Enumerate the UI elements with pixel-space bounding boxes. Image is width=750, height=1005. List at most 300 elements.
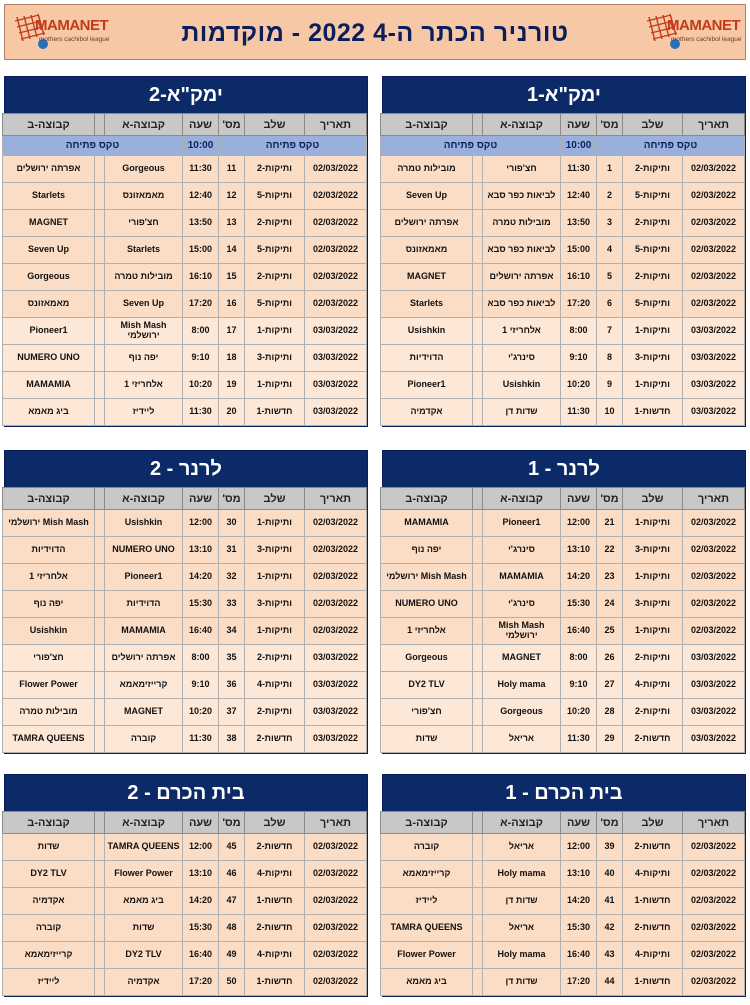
team-a: אריאל — [483, 726, 561, 753]
match-stage: ותיקות-5 — [623, 237, 683, 264]
gap-cell — [95, 291, 105, 318]
match-number: 43 — [597, 942, 623, 969]
match-date: 02/03/2022 — [683, 537, 745, 564]
match-stage: ותיקות-3 — [245, 345, 305, 372]
match-date: 02/03/2022 — [305, 183, 367, 210]
match-stage: ותיקות-3 — [623, 591, 683, 618]
team-a: Pioneer1 — [483, 510, 561, 537]
match-time: 17:20 — [183, 969, 219, 996]
gap-cell — [473, 672, 483, 699]
match-date: 03/03/2022 — [305, 318, 367, 345]
team-b: NUMERO UNO — [3, 345, 95, 372]
match-row — [3, 834, 367, 861]
gap-cell — [473, 183, 483, 210]
gap-cell — [473, 888, 483, 915]
team-b: Flower Power — [381, 942, 473, 969]
match-stage: חדשות-2 — [623, 834, 683, 861]
match-number: 34 — [219, 618, 245, 645]
col-team-a-header: קבוצה-א — [105, 812, 183, 834]
gap-cell — [473, 618, 483, 645]
block-title: לרנר - 1 — [383, 451, 745, 487]
match-number: 23 — [597, 564, 623, 591]
gap-cell — [473, 726, 483, 753]
opening-label: טקס פתיחה — [381, 136, 561, 156]
team-b: הדוידיות — [381, 345, 473, 372]
match-number: 28 — [597, 699, 623, 726]
team-a: מובילות טמרה — [105, 264, 183, 291]
team-a: קרייזימאמא — [105, 672, 183, 699]
col-stage-header: שלב — [245, 812, 305, 834]
team-a: יפה נוף — [105, 345, 183, 372]
match-time: 14:20 — [183, 564, 219, 591]
team-b: קוברה — [381, 834, 473, 861]
match-time: 15:30 — [561, 591, 597, 618]
col-gap-header — [473, 812, 483, 834]
match-time: 14:20 — [183, 888, 219, 915]
match-number: 14 — [219, 237, 245, 264]
team-a: שדות — [105, 915, 183, 942]
match-row — [3, 345, 367, 372]
match-row — [3, 237, 367, 264]
match-stage: ותיקות-4 — [245, 942, 305, 969]
col-num-header: מס' — [219, 488, 245, 510]
gap-cell — [473, 210, 483, 237]
team-a: אפרתה ירושלים — [105, 645, 183, 672]
team-a: מובילות טמרה — [483, 210, 561, 237]
team-a: MAGNET — [483, 645, 561, 672]
team-a: Holy mama — [483, 861, 561, 888]
match-row — [381, 969, 745, 996]
team-b: ביג מאמא — [3, 399, 95, 426]
match-stage: ותיקות-1 — [245, 372, 305, 399]
match-row — [381, 345, 745, 372]
team-a: אריאל — [483, 834, 561, 861]
match-number: 8 — [597, 345, 623, 372]
team-b: TAMRA QUEENS — [3, 726, 95, 753]
match-stage: חדשות-2 — [245, 834, 305, 861]
match-number: 12 — [219, 183, 245, 210]
col-team-b-header: קבוצה-ב — [3, 488, 95, 510]
col-team-a-header: קבוצה-א — [105, 488, 183, 510]
match-number: 20 — [219, 399, 245, 426]
match-date: 02/03/2022 — [305, 237, 367, 264]
match-date: 03/03/2022 — [683, 726, 745, 753]
match-date: 03/03/2022 — [305, 699, 367, 726]
block-title: בית הכרם - 2 — [5, 775, 367, 811]
match-stage: ותיקות-1 — [245, 510, 305, 537]
col-team-a-header: קבוצה-א — [483, 812, 561, 834]
col-time-header: שעה — [183, 488, 219, 510]
col-stage-header: שלב — [623, 488, 683, 510]
match-time: 10:20 — [561, 699, 597, 726]
col-date-header: תאריך — [683, 114, 745, 136]
match-number: 25 — [597, 618, 623, 645]
col-team-a-header: קבוצה-א — [483, 488, 561, 510]
match-time: 11:30 — [561, 156, 597, 183]
match-date: 03/03/2022 — [683, 318, 745, 345]
match-date: 03/03/2022 — [305, 399, 367, 426]
gap-cell — [95, 672, 105, 699]
match-row — [381, 183, 745, 210]
team-a: Seven Up — [105, 291, 183, 318]
team-a: Mish Mash ירושלמי — [483, 618, 561, 645]
gap-cell — [95, 183, 105, 210]
match-number: 50 — [219, 969, 245, 996]
match-number: 49 — [219, 942, 245, 969]
match-time: 9:10 — [561, 672, 597, 699]
match-stage: ותיקות-1 — [623, 318, 683, 345]
team-a: חצ'פורי — [105, 210, 183, 237]
match-row — [381, 237, 745, 264]
team-a: חצ'פורי — [483, 156, 561, 183]
match-time: 17:20 — [561, 291, 597, 318]
team-a: אלחריזי 1 — [105, 372, 183, 399]
match-date: 02/03/2022 — [305, 510, 367, 537]
col-date-header: תאריך — [305, 812, 367, 834]
team-b: Flower Power — [3, 672, 95, 699]
team-b: אפרתה ירושלים — [381, 210, 473, 237]
match-row — [381, 210, 745, 237]
team-a: לביאות כפר סבא — [483, 237, 561, 264]
gap-cell — [95, 969, 105, 996]
team-b: NUMERO UNO — [381, 591, 473, 618]
schedule-table — [380, 487, 745, 753]
team-b: MAGNET — [381, 264, 473, 291]
team-b: Usishkin — [3, 618, 95, 645]
team-a: Holy mama — [483, 672, 561, 699]
match-time: 12:00 — [561, 834, 597, 861]
match-number: 29 — [597, 726, 623, 753]
gap-cell — [95, 726, 105, 753]
match-time: 11:30 — [561, 726, 597, 753]
match-number: 27 — [597, 672, 623, 699]
gap-cell — [95, 699, 105, 726]
team-b: MAGNET — [3, 210, 95, 237]
match-stage: ותיקות-2 — [245, 699, 305, 726]
col-date-header: תאריך — [683, 812, 745, 834]
match-date: 03/03/2022 — [305, 645, 367, 672]
team-a: אריאל — [483, 915, 561, 942]
team-a: Gorgeous — [105, 156, 183, 183]
gap-cell — [95, 861, 105, 888]
opening-label: טקס פתיחה — [3, 136, 183, 156]
match-row — [3, 183, 367, 210]
match-time: 13:10 — [183, 537, 219, 564]
match-number: 32 — [219, 564, 245, 591]
team-a: סינרג'י — [483, 345, 561, 372]
match-number: 7 — [597, 318, 623, 345]
team-b: אלחריזי 1 — [381, 618, 473, 645]
match-row — [381, 564, 745, 591]
match-stage: ותיקות-2 — [623, 210, 683, 237]
match-date: 03/03/2022 — [683, 372, 745, 399]
team-b: Usishkin — [381, 318, 473, 345]
match-row — [3, 699, 367, 726]
match-row — [3, 291, 367, 318]
match-time: 12:00 — [561, 510, 597, 537]
col-stage-header: שלב — [623, 812, 683, 834]
match-time: 9:10 — [183, 345, 219, 372]
gap-cell — [95, 645, 105, 672]
match-stage: ותיקות-2 — [245, 264, 305, 291]
match-time: 17:20 — [561, 969, 597, 996]
match-time: 9:10 — [561, 345, 597, 372]
gap-cell — [473, 537, 483, 564]
match-time: 13:10 — [561, 861, 597, 888]
team-b: אקדמיה — [381, 399, 473, 426]
match-stage: ותיקות-5 — [623, 291, 683, 318]
schedule-block-beit-hakerem-1 — [382, 774, 746, 997]
match-stage: ותיקות-1 — [245, 564, 305, 591]
team-a: MAMAMIA — [483, 564, 561, 591]
match-time: 8:00 — [183, 645, 219, 672]
mamanet-logo — [645, 11, 742, 55]
match-row — [3, 564, 367, 591]
opening-ceremony-row — [381, 136, 745, 156]
match-stage: ותיקות-1 — [245, 318, 305, 345]
match-stage: ותיקות-1 — [623, 618, 683, 645]
schedule-block-lerner-1 — [382, 450, 746, 754]
gap-cell — [95, 237, 105, 264]
match-number: 44 — [597, 969, 623, 996]
team-a: אפרתה ירושלים — [483, 264, 561, 291]
block-title: לרנר - 2 — [5, 451, 367, 487]
match-row — [381, 861, 745, 888]
match-row — [3, 969, 367, 996]
team-b: DY2 TLV — [381, 672, 473, 699]
match-time: 16:40 — [561, 942, 597, 969]
match-number: 13 — [219, 210, 245, 237]
match-number: 41 — [597, 888, 623, 915]
team-a: לביאות כפר סבא — [483, 291, 561, 318]
schedule-table — [2, 113, 367, 426]
col-gap-header — [95, 488, 105, 510]
match-date: 02/03/2022 — [683, 591, 745, 618]
match-time: 16:40 — [183, 618, 219, 645]
match-date: 02/03/2022 — [305, 834, 367, 861]
match-time: 13:10 — [561, 537, 597, 564]
gap-cell — [95, 564, 105, 591]
col-team-a-header: קבוצה-א — [105, 114, 183, 136]
match-number: 4 — [597, 237, 623, 264]
team-b: קוברה — [3, 915, 95, 942]
match-time: 14:20 — [561, 564, 597, 591]
team-b: ביג מאמא — [381, 969, 473, 996]
match-number: 45 — [219, 834, 245, 861]
team-a: קוברה — [105, 726, 183, 753]
gap-cell — [473, 318, 483, 345]
match-row — [3, 156, 367, 183]
match-date: 02/03/2022 — [683, 942, 745, 969]
team-a: Holy mama — [483, 942, 561, 969]
schedule-table — [380, 113, 745, 426]
match-row — [381, 156, 745, 183]
match-number: 33 — [219, 591, 245, 618]
match-date: 02/03/2022 — [305, 264, 367, 291]
match-stage: ותיקות-2 — [623, 699, 683, 726]
match-date: 02/03/2022 — [683, 291, 745, 318]
match-date: 02/03/2022 — [683, 834, 745, 861]
gap-cell — [95, 510, 105, 537]
col-date-header: תאריך — [305, 114, 367, 136]
match-time: 16:10 — [183, 264, 219, 291]
col-time-header: שעה — [183, 114, 219, 136]
match-number: 10 — [597, 399, 623, 426]
team-a: שדות דן — [483, 969, 561, 996]
match-date: 02/03/2022 — [305, 537, 367, 564]
match-number: 24 — [597, 591, 623, 618]
match-time: 14:20 — [561, 888, 597, 915]
match-stage: ותיקות-4 — [245, 672, 305, 699]
match-date: 03/03/2022 — [683, 672, 745, 699]
match-stage: חדשות-1 — [623, 399, 683, 426]
col-num-header: מס' — [219, 812, 245, 834]
opening-time: 10:00 — [561, 136, 597, 156]
table-header-row — [3, 114, 367, 136]
col-stage-header: שלב — [623, 114, 683, 136]
schedule-table — [2, 811, 367, 996]
schedule-block-lerner-2 — [4, 450, 368, 754]
team-a: מאמאזונס — [105, 183, 183, 210]
match-stage: חדשות-1 — [245, 969, 305, 996]
team-b: חצ'פורי — [381, 699, 473, 726]
match-stage: ותיקות-4 — [245, 861, 305, 888]
match-stage: ותיקות-5 — [623, 183, 683, 210]
match-date: 02/03/2022 — [305, 564, 367, 591]
gap-cell — [473, 699, 483, 726]
match-number: 9 — [597, 372, 623, 399]
team-b: ליידיז — [3, 969, 95, 996]
col-team-b-header: קבוצה-ב — [3, 114, 95, 136]
match-number: 18 — [219, 345, 245, 372]
match-date: 03/03/2022 — [683, 699, 745, 726]
match-stage: חדשות-2 — [623, 726, 683, 753]
col-date-header: תאריך — [305, 488, 367, 510]
match-stage: ותיקות-4 — [623, 672, 683, 699]
team-a: סינרג'י — [483, 537, 561, 564]
team-b: אלחריזי 1 — [3, 564, 95, 591]
team-b: DY2 TLV — [3, 861, 95, 888]
team-b: הדוידיות — [3, 537, 95, 564]
match-stage: ותיקות-2 — [623, 156, 683, 183]
team-b: TAMRA QUEENS — [381, 915, 473, 942]
team-b: יפה נוף — [381, 537, 473, 564]
match-time: 13:50 — [183, 210, 219, 237]
match-stage: ותיקות-5 — [245, 183, 305, 210]
team-b: שדות — [3, 834, 95, 861]
gap-cell — [473, 564, 483, 591]
match-time: 10:20 — [183, 372, 219, 399]
table-header-row — [3, 812, 367, 834]
gap-cell — [473, 969, 483, 996]
match-time: 13:50 — [561, 210, 597, 237]
match-time: 8:00 — [561, 318, 597, 345]
gap-cell — [473, 510, 483, 537]
match-row — [3, 861, 367, 888]
team-a: Usishkin — [105, 510, 183, 537]
gap-cell — [473, 399, 483, 426]
match-time: 16:10 — [561, 264, 597, 291]
match-number: 39 — [597, 834, 623, 861]
block-title: ימק"א-1 — [383, 77, 745, 113]
gap-cell — [473, 591, 483, 618]
gap-cell — [95, 942, 105, 969]
match-time: 11:30 — [183, 726, 219, 753]
match-row — [3, 591, 367, 618]
col-gap-header — [473, 488, 483, 510]
team-b: MAMAMIA — [3, 372, 95, 399]
match-stage: חדשות-1 — [245, 399, 305, 426]
match-stage: ותיקות-2 — [245, 210, 305, 237]
match-time: 9:10 — [183, 672, 219, 699]
match-row — [381, 537, 745, 564]
team-a: MAGNET — [105, 699, 183, 726]
match-row — [3, 537, 367, 564]
match-date: 02/03/2022 — [305, 915, 367, 942]
match-number: 35 — [219, 645, 245, 672]
match-stage: ותיקות-3 — [623, 537, 683, 564]
team-a: MAMAMIA — [105, 618, 183, 645]
gap-cell — [95, 834, 105, 861]
match-number: 17 — [219, 318, 245, 345]
col-time-header: שעה — [183, 812, 219, 834]
team-b: אפרתה ירושלים — [3, 156, 95, 183]
match-row — [3, 318, 367, 345]
match-date: 02/03/2022 — [305, 618, 367, 645]
match-date: 02/03/2022 — [683, 861, 745, 888]
match-time: 11:30 — [183, 399, 219, 426]
match-number: 16 — [219, 291, 245, 318]
match-row — [3, 618, 367, 645]
match-date: 02/03/2022 — [305, 591, 367, 618]
match-number: 11 — [219, 156, 245, 183]
gap-cell — [95, 915, 105, 942]
match-date: 02/03/2022 — [683, 888, 745, 915]
team-b: קרייזימאמא — [3, 942, 95, 969]
match-time: 13:10 — [183, 861, 219, 888]
team-b: מובילות טמרה — [381, 156, 473, 183]
match-row — [381, 942, 745, 969]
match-stage: ותיקות-1 — [623, 372, 683, 399]
match-stage: ותיקות-4 — [623, 861, 683, 888]
gap-cell — [473, 915, 483, 942]
match-date: 03/03/2022 — [305, 372, 367, 399]
team-a: לביאות כפר סבא — [483, 183, 561, 210]
match-time: 15:30 — [183, 591, 219, 618]
schedule-block-ymca-1 — [382, 76, 746, 427]
team-a: Starlets — [105, 237, 183, 264]
match-number: 15 — [219, 264, 245, 291]
match-number: 46 — [219, 861, 245, 888]
match-stage: ותיקות-1 — [623, 510, 683, 537]
team-b: Gorgeous — [3, 264, 95, 291]
match-time: 8:00 — [561, 645, 597, 672]
match-number: 42 — [597, 915, 623, 942]
gap-cell — [95, 591, 105, 618]
match-row — [3, 888, 367, 915]
opening-label: טקס פתיחה — [597, 136, 745, 156]
team-a: Flower Power — [105, 861, 183, 888]
table-header-row — [381, 488, 745, 510]
match-date: 02/03/2022 — [683, 510, 745, 537]
gap-cell — [95, 210, 105, 237]
match-time: 11:30 — [561, 399, 597, 426]
team-a: אלחריזי 1 — [483, 318, 561, 345]
match-number: 22 — [597, 537, 623, 564]
match-stage: ותיקות-2 — [245, 156, 305, 183]
match-date: 03/03/2022 — [305, 726, 367, 753]
team-b: ליידיז — [381, 888, 473, 915]
